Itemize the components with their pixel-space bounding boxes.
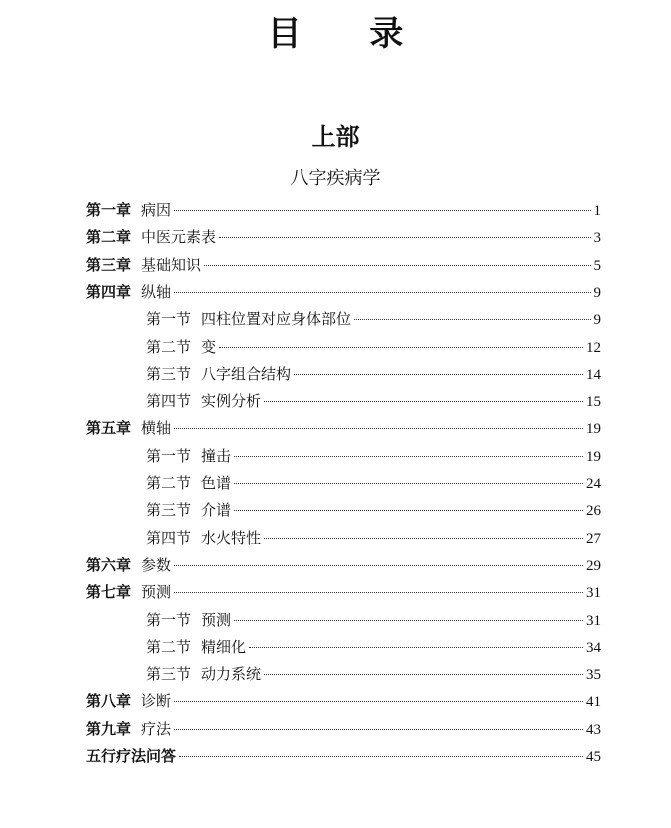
toc-entry-title: 预测	[201, 610, 232, 629]
toc-entry-page-number: 27	[586, 530, 601, 547]
toc-section-entry	[146, 497, 601, 523]
toc-entry-page-number: 19	[586, 448, 601, 465]
dot-leader	[179, 756, 583, 757]
toc-entry-number: 第四节	[146, 392, 192, 411]
toc-entry-number: 第三节	[146, 501, 192, 520]
toc-entry-label	[146, 497, 231, 523]
toc-entry-page-number: 24	[586, 476, 601, 492]
toc-chapter-entry	[86, 743, 601, 769]
toc-entry-number: 第一节	[146, 446, 192, 465]
toc-section-entry	[146, 470, 601, 496]
toc-entry-title: 病因	[141, 201, 172, 219]
toc-section-entry	[146, 525, 601, 551]
dot-leader	[219, 347, 583, 348]
toc-entry-title: 四柱位置对应身体部位	[201, 310, 352, 329]
dot-leader	[219, 237, 590, 238]
toc-entry-number: 第二节	[146, 474, 192, 492]
toc-entry-number: 第二节	[146, 337, 192, 356]
toc-entry-number: 第九章	[86, 719, 132, 738]
toc-chapter-entry	[86, 552, 601, 578]
toc-entry-page-number: 31	[586, 585, 601, 602]
toc-entry-page-number: 31	[586, 612, 601, 629]
toc-entry-page-number: 35	[586, 667, 601, 684]
dot-leader	[234, 620, 583, 621]
toc-entry-page-number: 45	[586, 749, 601, 765]
toc-section-entry	[146, 443, 601, 469]
dot-leader	[174, 292, 590, 293]
toc-chapter-entry	[86, 279, 601, 305]
dot-leader	[234, 510, 583, 511]
toc-entry-label	[86, 224, 216, 250]
toc-chapter-entry	[86, 716, 601, 742]
dot-leader	[264, 674, 583, 675]
toc-entry-label	[86, 743, 176, 769]
toc-entry-title: 变	[201, 337, 217, 356]
toc-section-entry	[146, 334, 601, 360]
toc-entry-title: 疗法	[141, 719, 172, 738]
toc-entry-number: 第三节	[146, 364, 192, 383]
toc-entry-label	[86, 716, 171, 742]
toc-entry-number: 第三章	[86, 255, 132, 274]
toc-entry-page-number: 29	[586, 557, 601, 574]
dot-leader	[174, 565, 583, 566]
toc-chapter-entry	[86, 688, 601, 714]
toc-entry-title: 基础知识	[141, 255, 202, 274]
toc-entry-label	[146, 443, 231, 469]
toc-entry-label	[146, 661, 261, 687]
toc-chapter-entry	[86, 224, 601, 250]
toc-entry-title: 参数	[141, 555, 172, 574]
toc-section-entry	[146, 361, 601, 387]
toc-entry-page-number: 9	[593, 312, 601, 329]
toc-entry-title: 预测	[141, 583, 172, 602]
toc-section-entry	[146, 607, 601, 633]
toc-entry-label	[86, 688, 171, 714]
toc-entry-title: 实例分析	[201, 392, 262, 411]
toc-entry-title: 撞击	[201, 446, 232, 465]
toc-entry-title: 诊断	[141, 692, 172, 711]
toc-section-entry	[146, 306, 601, 332]
dot-leader	[249, 647, 583, 648]
toc-entry-page-number: 34	[586, 639, 601, 656]
toc-entry-label	[86, 552, 171, 578]
toc-chapter-entry	[86, 252, 601, 278]
toc-entry-number: 第六章	[86, 555, 132, 574]
toc-section-entry	[146, 634, 601, 660]
toc-chapter-entry	[86, 415, 601, 441]
toc-entry-number: 第三节	[146, 665, 192, 684]
part-subtitle: 八字疾病学	[290, 168, 381, 189]
toc-entry-page-number: 14	[586, 366, 601, 383]
toc-entry-label	[86, 252, 201, 278]
toc-entry-title: 八字组合结构	[201, 364, 292, 383]
toc-section-entry	[146, 388, 601, 414]
toc-entry-page-number: 26	[586, 503, 601, 520]
toc-entry-label	[146, 607, 231, 633]
toc-entry-title: 动力系统	[201, 665, 262, 684]
toc-entry-label	[146, 634, 246, 660]
toc-entry-title: 横轴	[141, 419, 172, 438]
dot-leader	[234, 456, 583, 457]
toc-entry-page-number: 41	[586, 694, 601, 711]
toc-section-entry	[146, 661, 601, 687]
toc-chapter-entry	[86, 579, 601, 605]
toc-entry-label	[146, 388, 261, 414]
dot-leader	[174, 701, 583, 702]
toc-entry-page-number: 43	[586, 721, 601, 738]
toc-chapter-entry	[86, 197, 601, 223]
toc-entry-number: 第二节	[146, 637, 192, 656]
toc-entry-title: 精细化	[201, 637, 247, 656]
toc-entry-number: 第七章	[86, 583, 132, 602]
toc-entry-title: 介谱	[201, 501, 232, 520]
dot-leader	[354, 319, 590, 320]
toc-entry-page-number: 3	[593, 230, 601, 247]
toc-entry-label	[146, 306, 351, 332]
toc-entry-number: 第一章	[86, 201, 132, 219]
toc-entry-label	[86, 279, 171, 305]
page-title: 目 录	[267, 14, 432, 54]
part-title: 上部	[311, 123, 360, 151]
dot-leader	[174, 592, 583, 593]
toc-entry-title: 色谱	[201, 474, 232, 492]
toc-entry-page-number: 15	[586, 394, 601, 411]
dot-leader	[294, 374, 583, 375]
toc-entry-title: 中医元素表	[141, 228, 217, 247]
toc-entry-label	[86, 579, 171, 605]
toc-entry-number: 第五章	[86, 419, 132, 438]
toc-entry-label	[86, 415, 171, 441]
dot-leader	[174, 428, 583, 429]
dot-leader	[204, 265, 590, 266]
toc-entry-label	[146, 334, 216, 360]
toc-entry-label	[146, 470, 231, 496]
toc-entry-number: 第四章	[86, 282, 132, 301]
toc-entry-title: 水火特性	[201, 528, 262, 547]
toc-entry-number: 第一节	[146, 610, 192, 629]
toc-entry-page-number: 1	[593, 203, 601, 219]
toc-entry-number: 第二章	[86, 228, 132, 247]
toc-entry-number: 第一节	[146, 310, 192, 329]
toc-entry-page-number: 12	[586, 339, 601, 356]
dot-leader	[174, 210, 590, 211]
toc-entry-label	[86, 197, 171, 223]
toc-entry-title: 五行疗法问答	[86, 747, 177, 765]
toc-entry-page-number: 19	[586, 421, 601, 438]
dot-leader	[234, 483, 583, 484]
dot-leader	[264, 401, 583, 402]
toc-entry-page-number: 9	[593, 284, 601, 301]
toc-entry-number: 第八章	[86, 692, 132, 711]
toc-entry-page-number: 5	[593, 257, 601, 274]
toc-entry-title: 纵轴	[141, 282, 172, 301]
toc-entry-label	[146, 525, 261, 551]
dot-leader	[264, 538, 583, 539]
dot-leader	[174, 729, 583, 730]
toc-entry-number: 第四节	[146, 528, 192, 547]
toc-entry-label	[146, 361, 291, 387]
